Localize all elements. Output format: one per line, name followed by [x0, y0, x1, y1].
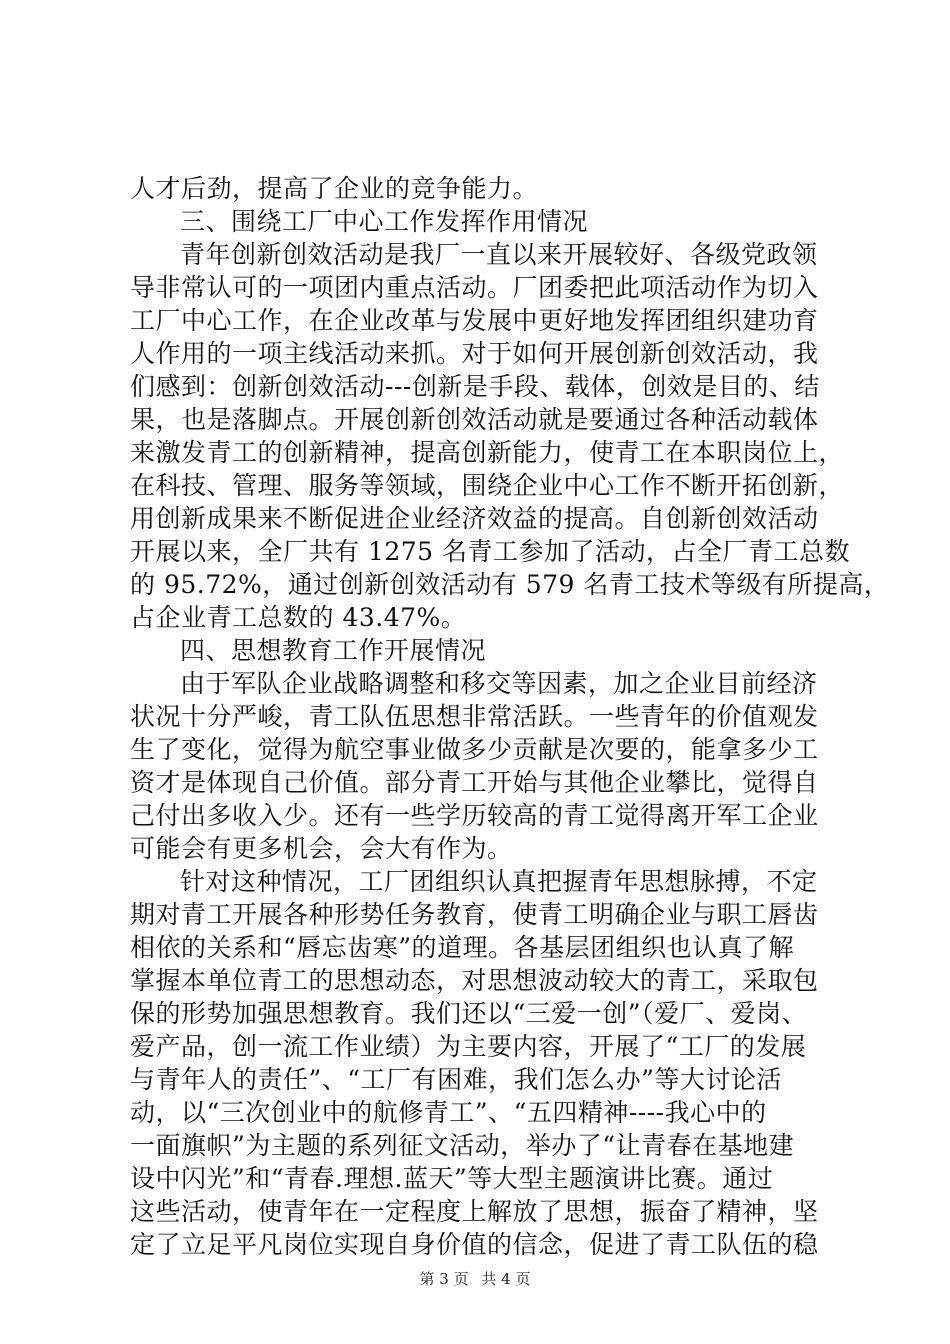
text-line: 爱产品，创一流工作业绩）为主要内容，开展了“工厂的发展	[130, 1032, 807, 1061]
text-line: 定了立足平凡岗位实现自身价值的信念，促进了青工队伍的稳	[130, 1230, 819, 1259]
text-line: 生了变化，觉得为航空事业做多少贡献是次要的，能拿多少工	[130, 735, 819, 764]
text-line: 果，也是落脚点。开展创新创效活动就是要通过各种活动载体	[130, 405, 819, 434]
text-line: 资才是体现自己价值。部分青工开始与其他企业攀比，觉得自	[130, 768, 819, 797]
text-line: 四、思想教育工作开展情况	[180, 636, 487, 665]
page-footer	[0, 1268, 950, 1289]
text-line: 可能会有更多机会，会大有作为。	[130, 834, 513, 863]
text-line: 掌握本单位青工的思想动态，对思想波动较大的青工，采取包	[130, 966, 819, 995]
text-line: 一面旗帜”为主题的系列征文活动，举办了“让青春在基地建	[130, 1131, 795, 1160]
text-line: 与青年人的责任”、“工厂有困难，我们怎么办”等大讨论活	[130, 1065, 782, 1094]
text-line: 保的形势加强思想教育。我们还以“三爱一创”（爱厂、爱岗、	[130, 999, 808, 1028]
text-line: 工厂中心工作，在企业改革与发展中更好地发挥团组织建功育	[130, 306, 819, 335]
text-line: 开展以来，全厂共有 1275 名青工参加了活动，占全厂青工总数	[130, 537, 851, 566]
text-line: 青年创新创效活动是我厂一直以来开展较好、各级党政领	[180, 240, 818, 269]
text-line: 导非常认可的一项团内重点活动。厂团委把此项活动作为切入	[130, 273, 819, 302]
text-line: 动，以“三次创业中的航修青工”、“五四精神----我心中的	[130, 1098, 767, 1127]
text-line: 用创新成果来不断促进企业经济效益的提高。自创新创效活动	[130, 504, 819, 533]
page-total: 共 4 页	[481, 1270, 531, 1288]
text-line: 相依的关系和“唇忘齿寒”的道理。各基层团组织也认真了解	[130, 933, 795, 962]
text-line: 人才后劲，提高了企业的竞争能力。	[130, 174, 539, 203]
text-line: 期对青工开展各种形势任务教育，使青工明确企业与职工唇齿	[130, 900, 819, 929]
text-line: 占企业青工总数的 43.47%。	[130, 603, 467, 632]
text-line: 由于军队企业战略调整和移交等因素，加之企业目前经济	[180, 669, 818, 698]
text-line: 三、围绕工厂中心工作发挥作用情况	[180, 207, 589, 236]
text-line: 人作用的一项主线活动来抓。对于如何开展创新创效活动，我	[130, 339, 819, 368]
text-line: 这些活动，使青年在一定程度上解放了思想，振奋了精神，坚	[130, 1197, 819, 1226]
text-line: 针对这种情况，工厂团组织认真把握青年思想脉搏，不定	[180, 867, 818, 896]
text-line: 的 95.72%，通过创新创效活动有 579 名青工技术等级有所提高，	[130, 570, 890, 599]
text-line: 设中闪光”和“青春.理想.蓝天”等大型主题演讲比赛。通过	[130, 1164, 774, 1193]
text-line: 状况十分严峻，青工队伍思想非常活跃。一些青年的价值观发	[130, 702, 819, 731]
page-number: 第 3 页	[419, 1270, 469, 1288]
document-body	[130, 172, 890, 1261]
text-line: 来激发青工的创新精神，提高创新能力，使青工在本职岗位上，	[130, 438, 845, 467]
text-line: 己付出多收入少。还有一些学历较高的青工觉得离开军工企业	[130, 801, 819, 830]
text-line: 在科技、管理、服务等领域，围绕企业中心工作不断开拓创新，	[130, 471, 845, 500]
text-line: 们感到：创新创效活动---创新是手段、载体，创效是目的、结	[130, 372, 820, 401]
